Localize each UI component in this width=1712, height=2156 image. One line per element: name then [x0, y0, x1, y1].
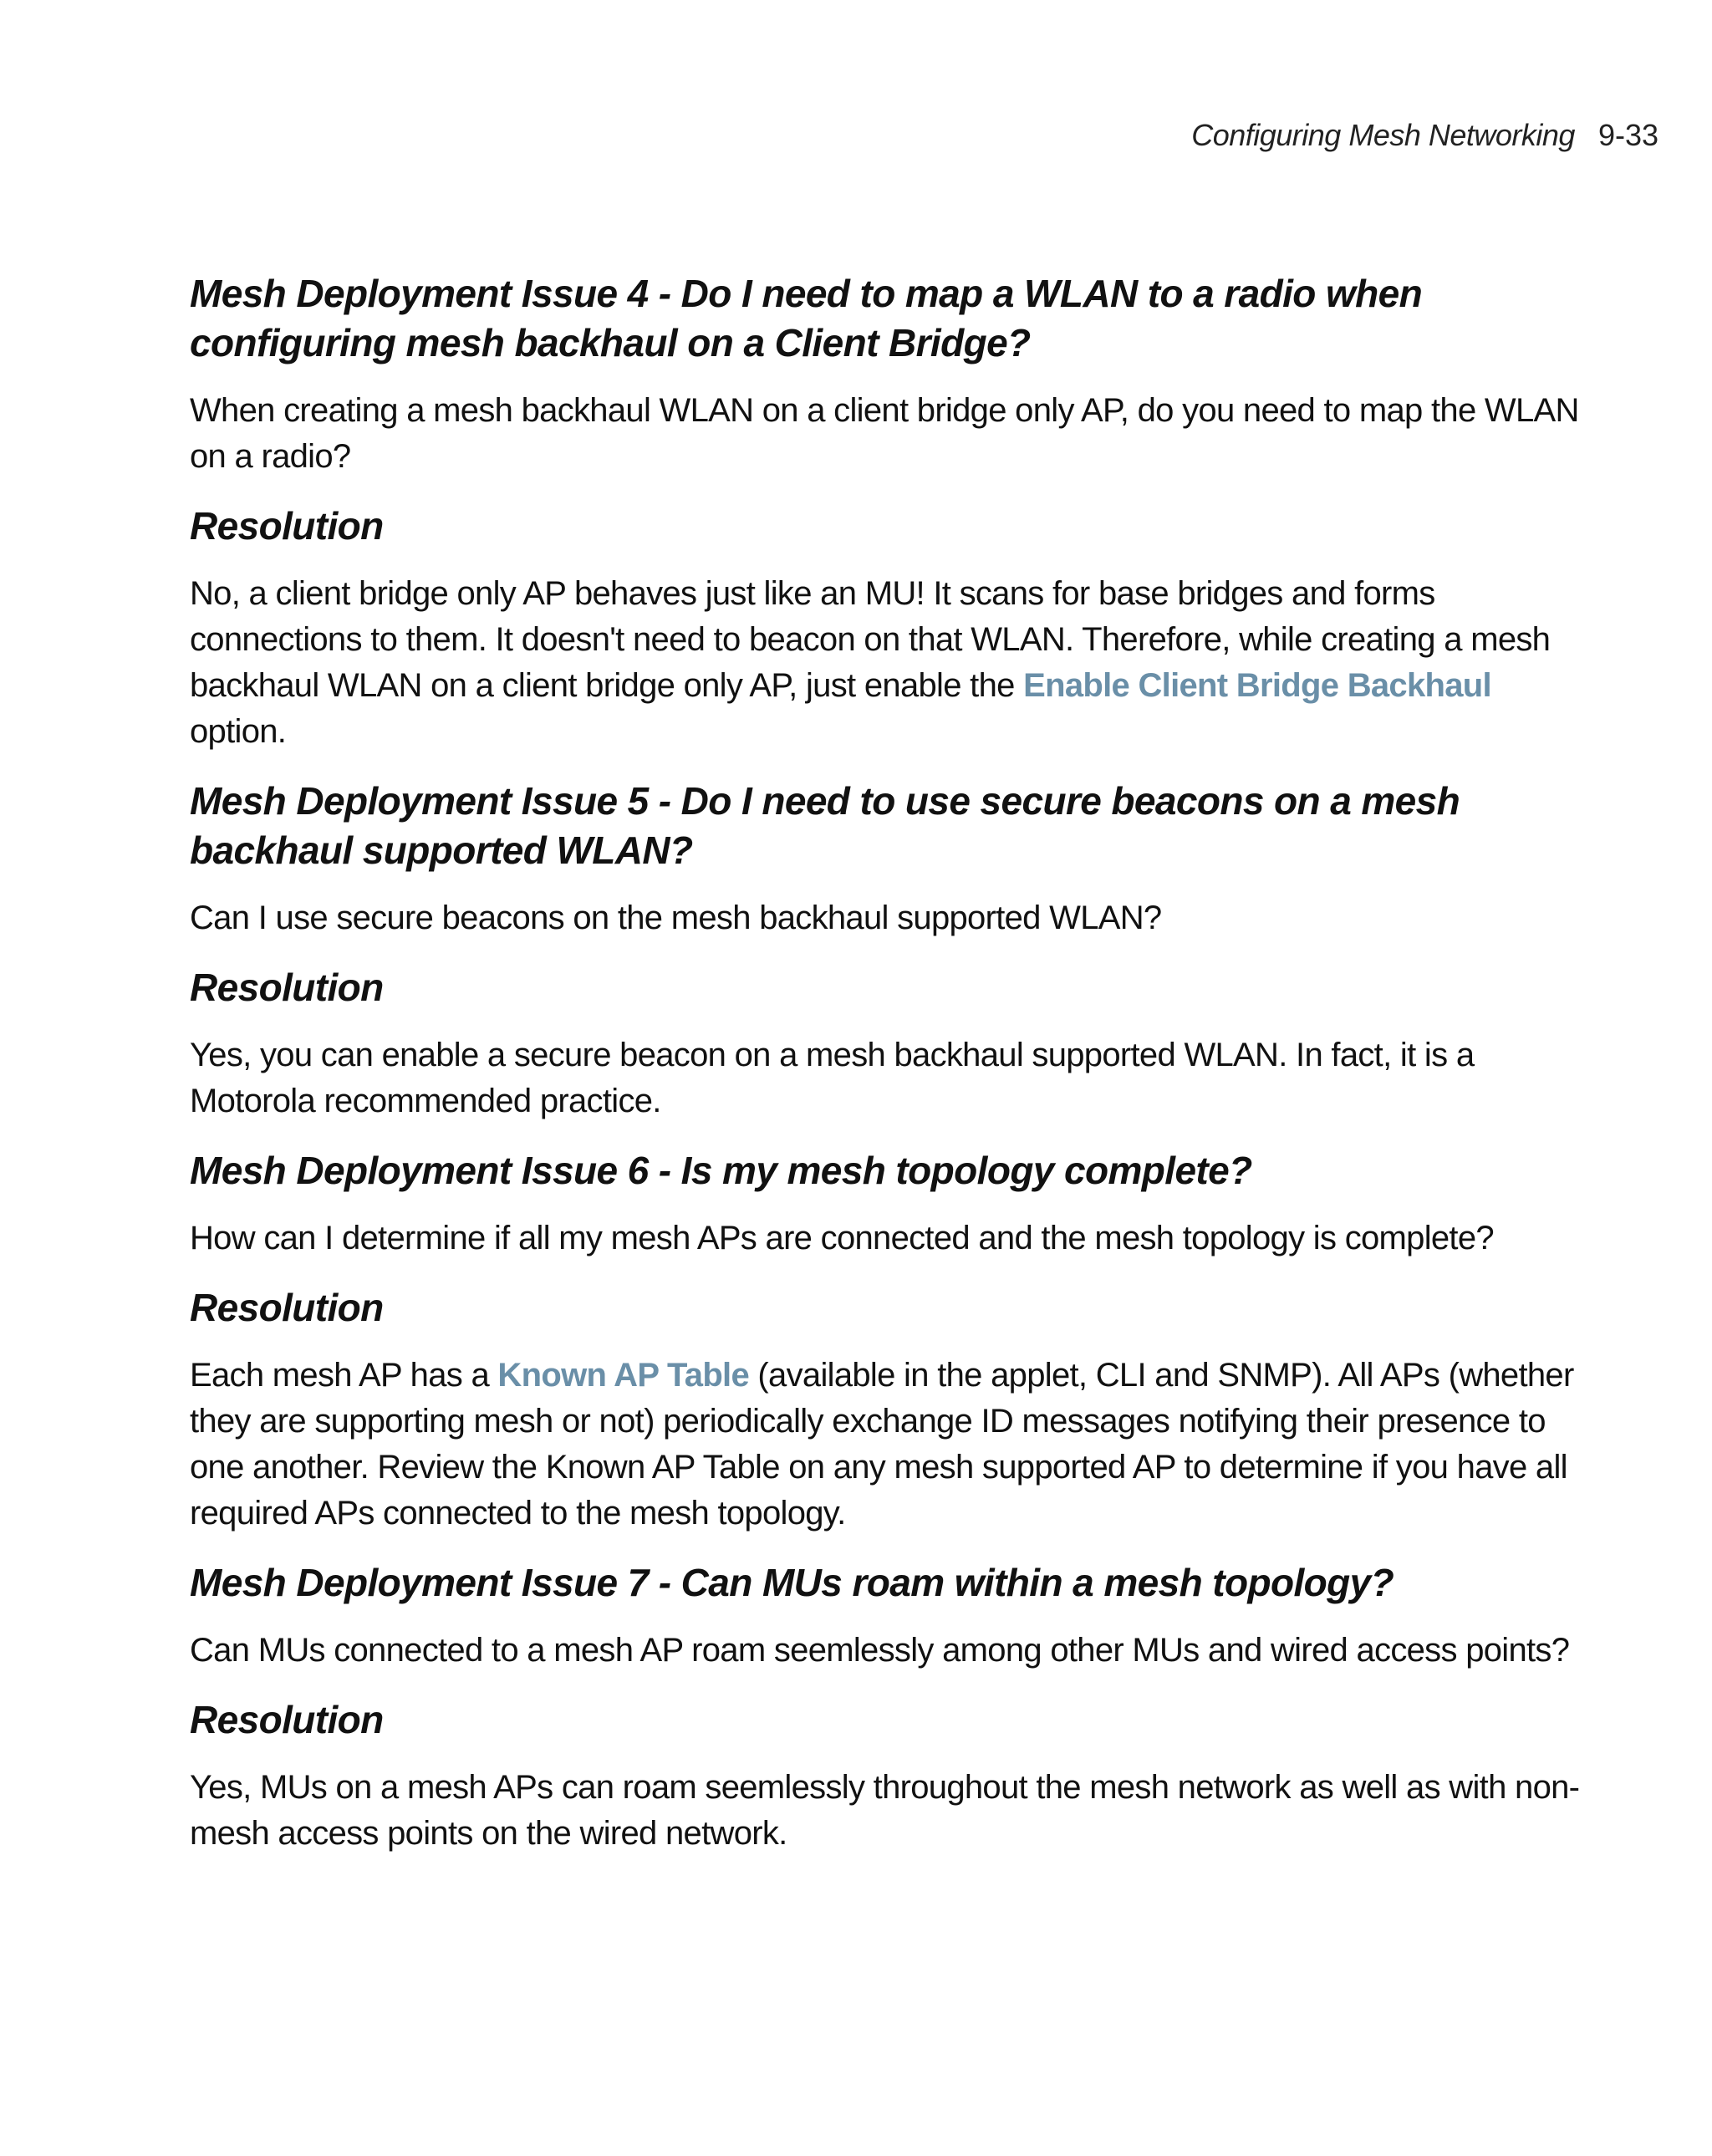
issue-7-question: Can MUs connected to a mesh AP roam seemlessly among other MUs and wired access points? — [190, 1632, 1570, 1669]
enable-client-bridge-backhaul-link[interactable]: Enable Client Bridge Backhaul — [1023, 667, 1491, 704]
issue-6-resolution-heading: Resolution — [190, 1286, 384, 1329]
issue-6-resolution-text-end: (available in the applet, CLI and SNMP). All APs (whether they are supporting mesh or not) periodically exchange ID messages notifying their presence to one another. Review the Known AP Table on any mesh supported AP to determine if you have all required APs connected to the mesh topology. — [190, 1357, 1574, 1532]
page-header — [1191, 115, 1658, 155]
issue-6-resolution — [190, 1353, 1587, 1537]
issue-5-question: Can I use secure beacons on the mesh backhaul supported WLAN? — [190, 900, 1162, 936]
issue-6-heading: Mesh Deployment Issue 6 - Is my mesh topology complete? — [190, 1149, 1252, 1192]
issue-5-heading: Mesh Deployment Issue 5 - Do I need to use secure beacons on a mesh backhaul supported WLAN? — [190, 779, 1460, 872]
page-body — [190, 269, 1587, 1878]
issue-7-resolution: Yes, MUs on a mesh APs can roam seemlessly throughout the mesh network as well as with non-mesh access points on the wired network. — [190, 1769, 1580, 1852]
issue-4-question: When creating a mesh backhaul WLAN on a client bridge only AP, do you need to map the WLAN on a radio? — [190, 392, 1579, 475]
issue-4-resolution — [190, 571, 1587, 755]
issue-5-resolution: Yes, you can enable a secure beacon on a mesh backhaul supported WLAN. In fact, it is a Motorola recommended practice. — [190, 1037, 1475, 1119]
issue-4-resolution-heading: Resolution — [190, 504, 384, 548]
issue-4-resolution-text: No, a client bridge only AP behaves just like an MU! It scans for base bridges and forms connections to them. It doesn't need to beacon on that WLAN. Therefore, while creating a mesh backhaul WLAN on a client bridge only AP, just enable the — [190, 575, 1551, 704]
issue-7-heading: Mesh Deployment Issue 7 - Can MUs roam within a mesh topology? — [190, 1561, 1394, 1604]
issue-5-resolution-heading: Resolution — [190, 966, 384, 1009]
known-ap-table-link[interactable]: Known AP Table — [497, 1357, 750, 1394]
page-number: 9-33 — [1597, 118, 1658, 152]
issue-7-resolution-heading: Resolution — [190, 1698, 384, 1741]
issue-4-heading: Mesh Deployment Issue 4 - Do I need to map a WLAN to a radio when configuring mesh backhaul on a Client Bridge? — [190, 272, 1423, 364]
issue-6-resolution-text: Each mesh AP has a — [190, 1357, 498, 1394]
issue-4-resolution-text-end: option. — [190, 713, 287, 750]
running-header-title: Configuring Mesh Networking — [1191, 118, 1575, 152]
issue-6-question: How can I determine if all my mesh APs are connected and the mesh topology is complete? — [190, 1220, 1494, 1256]
